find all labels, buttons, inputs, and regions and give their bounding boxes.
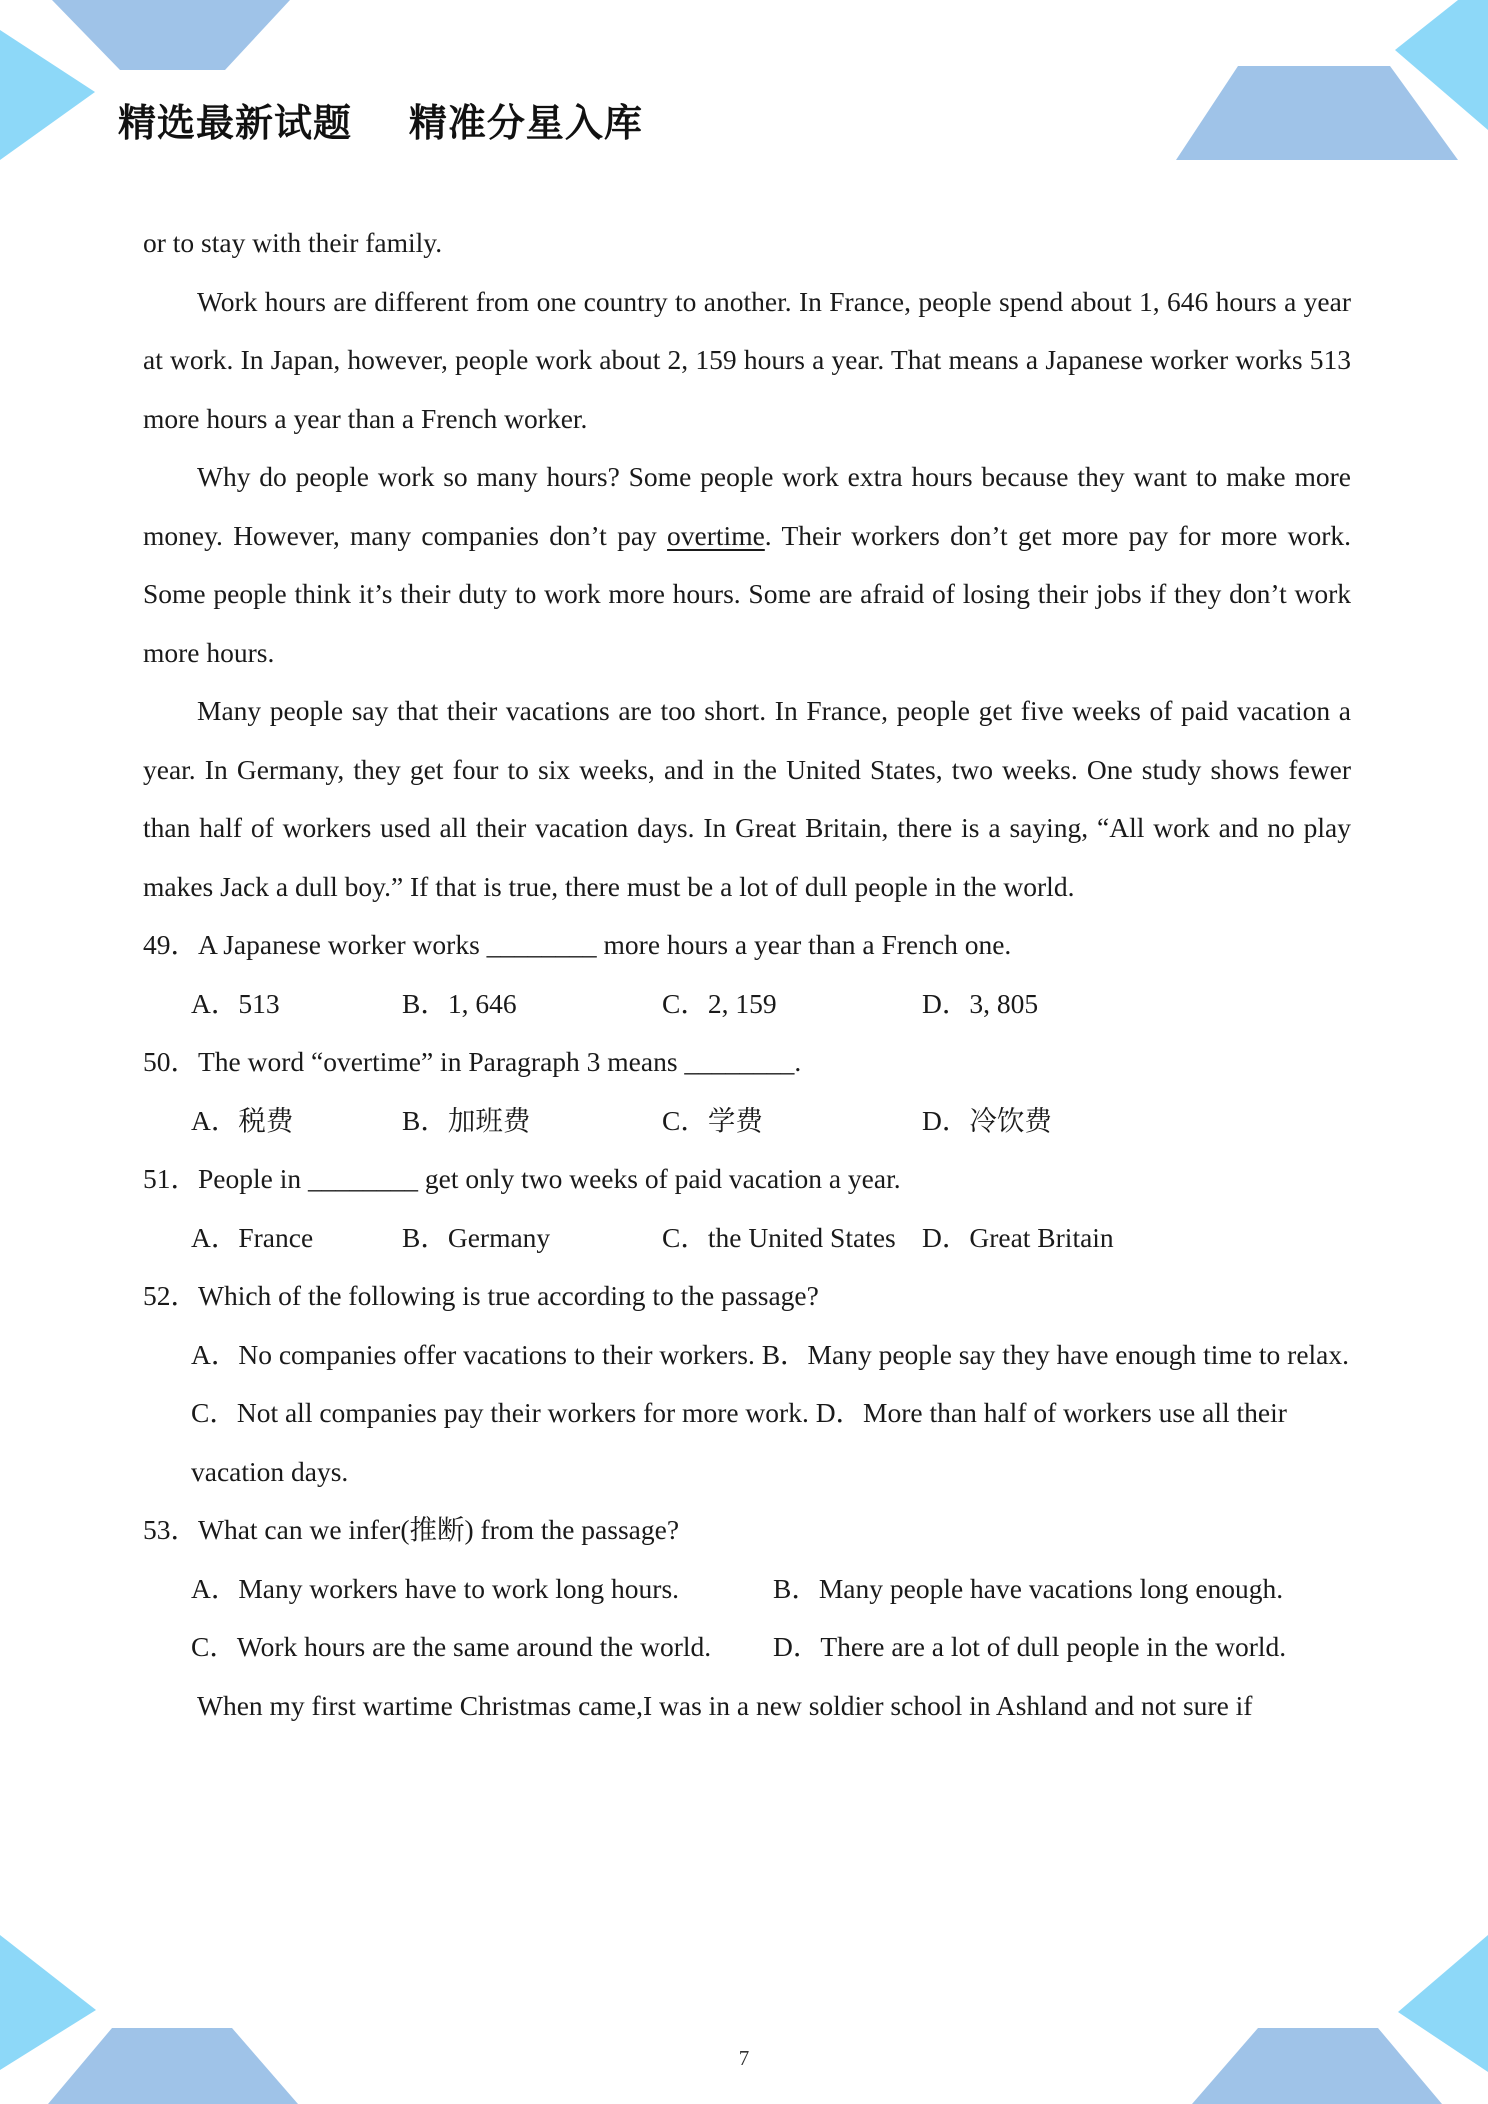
page-number: 7 [738,2046,750,2070]
passage-paragraph-0: or to stay with their family. [143,227,443,258]
question-53-options-ab [143,1560,1351,1619]
question-52-stem: 52．Which of the following is true according to the passage? [143,1280,819,1311]
header-title: 精选最新试题 精准分星入库 [118,101,643,145]
q51-option-b: B．Germany [402,1221,551,1253]
q49-option-b: B．1, 646 [402,987,517,1019]
question-51-options [143,1209,1351,1268]
top-left-trapezoid [52,0,290,70]
q50-option-d: D．冷饮费 [922,1104,1052,1136]
q49-option-c: C．2, 159 [662,987,777,1019]
q53-option-c: C．Work hours are the same around the world. [191,1631,712,1662]
q50-option-b: B．加班费 [402,1104,531,1136]
q51-option-d: D．Great Britain [922,1221,1114,1253]
question-52-options-ab: A．No companies offer vacations to their workers. B．Many people say they have enough time to relax. [191,1338,1349,1370]
question-53-stem: 53．What can we infer(推断) from the passage? [143,1514,680,1545]
passage-paragraph-1: Work hours are different from one country to another. In France, people spend about 1, 646 hours a year at work. In Japan, however, people work about 2, 159 hours a year. That means a Japanese worker works 513 more hours a year than a French worker. [143,285,1351,434]
next-passage-start: When my first wartime Christmas came,I was in a new soldier school in Ashland and not sure if [197,1689,1253,1721]
question-50-stem: 50．The word “overtime” in Paragraph 3 means ________. [143,1046,802,1077]
question-50-options [143,1092,1351,1151]
paragraph-2-text-before: Why do people work so many hours? Some people work extra hours because they want to make more money. However, many companies don’t pay [143,461,1351,551]
q49-option-a: A．513 [191,987,280,1019]
q51-option-a: A．France [191,1221,314,1253]
top-left-triangle [0,30,95,160]
q53-option-a: A．Many workers have to work long hours. [191,1572,680,1604]
q53-option-d: D．There are a lot of dull people in the world. [773,1631,1287,1662]
passage-paragraph-3: Many people say that their vacations are too short. In France, people get five weeks of paid vacation a year. In Germany, they get four to six weeks, and in the United States, two weeks. One study shows fewer than half of workers used all their vacation days. In Great Britain, there is a saying, “All work and no play makes Jack a dull boy.” If that is true, there must be a lot of dull people in the world. [143,695,1351,902]
top-right-trapezoid [1176,66,1458,160]
question-52-options-cd: C．Not all companies pay their workers for more work. D．More than half of workers use all their vacation days. [191,1397,1287,1487]
q50-option-a: A．税费 [191,1104,294,1136]
q50-option-c: C．学费 [662,1104,763,1136]
question-49-options [143,975,1351,1034]
q49-option-d: D．3, 805 [922,987,1039,1019]
page-content [143,214,1351,1735]
paragraph-2-text-after: . Their workers don’t get more pay for more work. Some people think it’s their duty to work more hours. Some are afraid of losing their jobs if they don’t work more hours. [143,519,1352,668]
q51-option-c: C．the United States [662,1221,896,1253]
question-51-stem: 51．People in ________ get only two weeks of paid vacation a year. [143,1163,901,1194]
passage-paragraph-2 [143,448,1351,682]
underlined-word-overtime: overtime [667,519,765,551]
q53-option-b: B．Many people have vacations long enough. [773,1572,1284,1604]
question-53-options-cd [143,1618,1351,1677]
question-49-stem: 49．A Japanese worker works ________ more hours a year than a French one. [143,929,1012,960]
